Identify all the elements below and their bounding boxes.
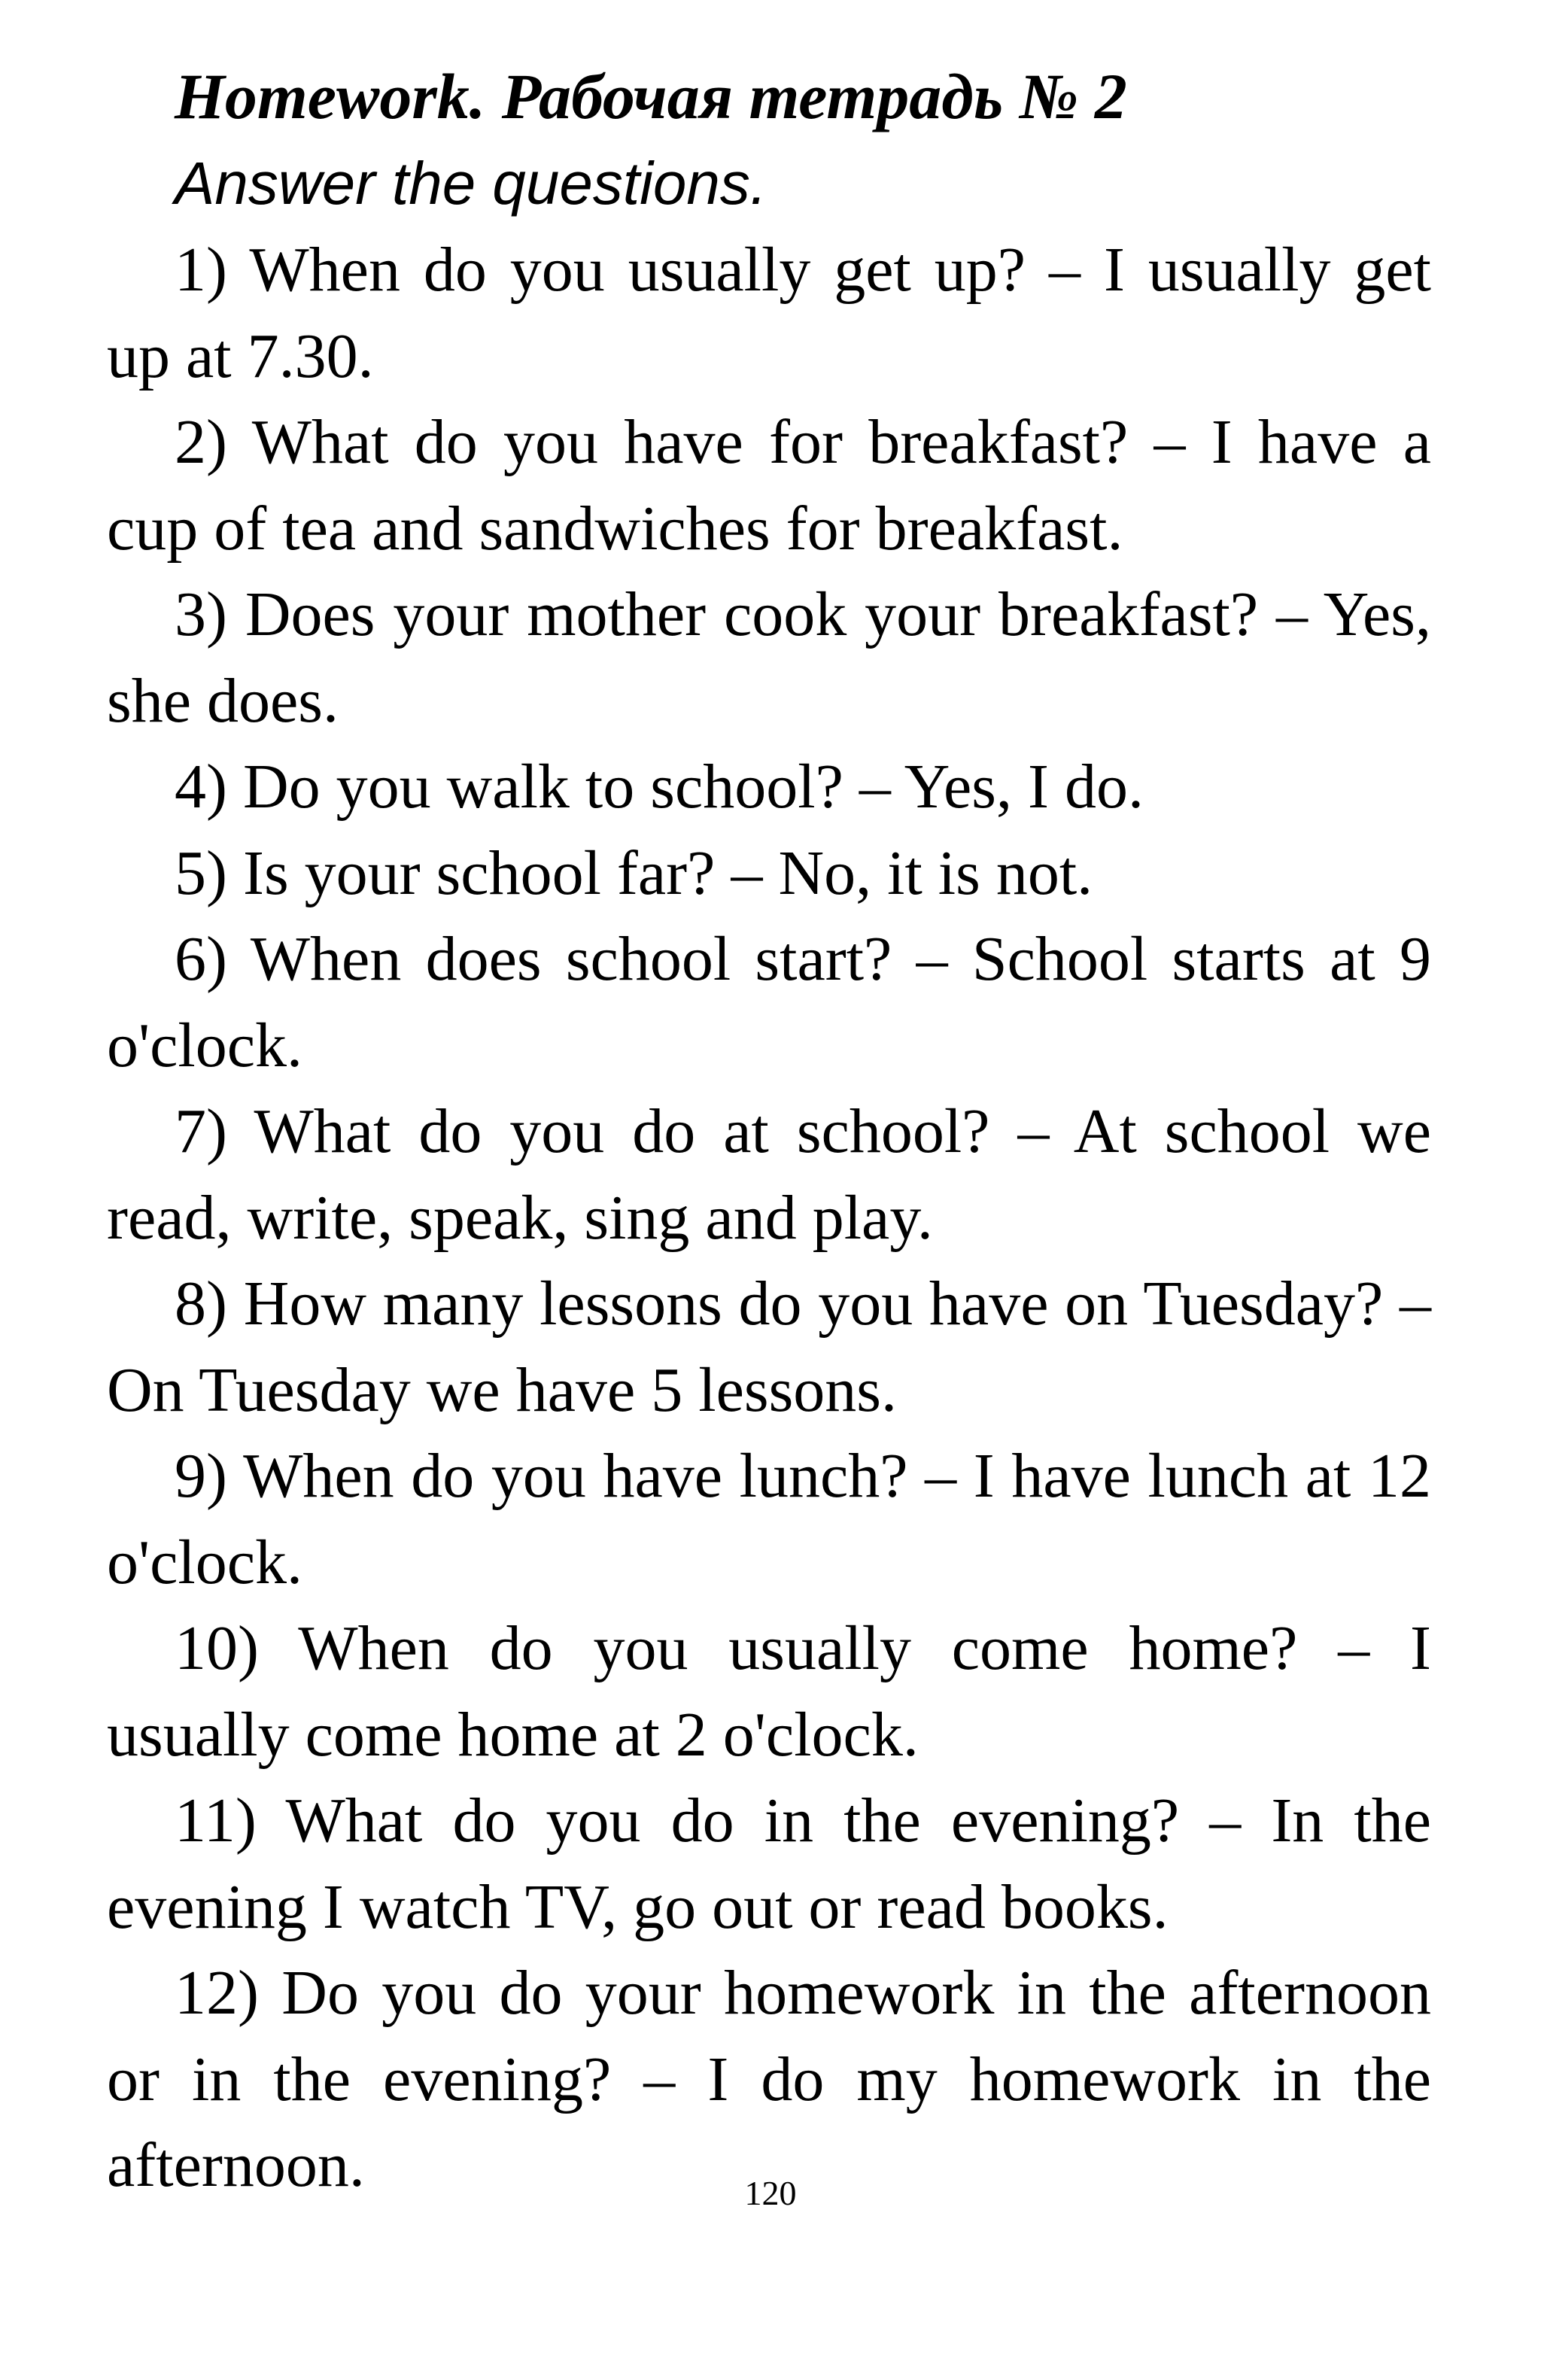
qa-item <box>107 1433 1431 1606</box>
document-page <box>107 53 1431 2209</box>
answer-text: I do my homework in the afternoon. <box>107 2044 1432 2200</box>
item-number: 5) <box>175 837 227 908</box>
dash: – <box>925 1441 957 1511</box>
question-text: What do you have for breakfast? <box>251 407 1129 477</box>
qa-item <box>107 572 1431 744</box>
qa-item <box>107 227 1431 400</box>
dash: – <box>731 837 763 908</box>
item-number: 11) <box>175 1786 257 1856</box>
dash: – <box>1400 1269 1431 1339</box>
homework-heading: Homework. Рабочая тетрадь № 2 <box>175 60 1127 132</box>
dash: – <box>1338 1613 1370 1683</box>
item-number: 7) <box>175 1096 227 1166</box>
qa-item <box>107 1778 1431 1950</box>
item-number: 12) <box>175 1958 259 2028</box>
page-number: 120 <box>744 2174 797 2212</box>
item-number: 6) <box>175 924 227 994</box>
answer-text: On Tuesday we have 5 lessons. <box>107 1354 897 1425</box>
instruction-text: Answer the questions. <box>175 150 767 217</box>
qa-item <box>107 1261 1431 1433</box>
qa-item <box>107 831 1431 917</box>
item-number: 10) <box>175 1613 259 1683</box>
dash: – <box>643 2044 676 2114</box>
item-number: 2) <box>175 407 227 477</box>
question-text: When do you usually get up? <box>249 235 1026 305</box>
answer-text: At school we read, write, speak, sing and play. <box>107 1096 1432 1253</box>
answer-text: I have lunch at 12 o'clock. <box>107 1441 1431 1597</box>
dash: – <box>1153 407 1186 477</box>
answer-text: I have a cup of tea and sandwiches for breakfast. <box>107 407 1431 564</box>
question-text: When do you have lunch? <box>243 1441 908 1511</box>
qa-item <box>107 1606 1431 1778</box>
item-number: 3) <box>175 579 227 649</box>
answer-text: In the evening I watch TV, go out or read books. <box>107 1786 1432 1942</box>
dash: – <box>916 924 948 994</box>
question-text: What do you do in the evening? <box>285 1786 1180 1856</box>
question-text: When do you usually come home? <box>298 1613 1298 1683</box>
qa-item <box>107 744 1431 831</box>
dash: – <box>859 752 891 822</box>
qa-item <box>107 916 1431 1089</box>
qa-item <box>107 400 1431 572</box>
answer-text: School starts at 9 o'clock. <box>107 924 1432 1081</box>
item-number: 8) <box>175 1269 227 1339</box>
dash: – <box>1209 1786 1242 1856</box>
question-text: Is your school far? <box>242 837 716 908</box>
question-text: Does your mother cook your breakfast? <box>245 579 1259 649</box>
question-text: How many lessons do you have on Tuesday? <box>243 1269 1384 1339</box>
question-text: Do you do your homework in the afternoon or in the evening? <box>107 1958 1432 2114</box>
qa-item <box>107 1950 1431 2209</box>
item-number: 9) <box>175 1441 227 1511</box>
question-text: What do you do at school? <box>254 1096 990 1166</box>
dash: – <box>1049 235 1081 305</box>
qa-item <box>107 1089 1431 1261</box>
question-text: When does school start? <box>250 924 892 994</box>
answer-text: No, it is not. <box>778 837 1093 908</box>
dash: – <box>1276 579 1308 649</box>
answer-text: I usually get up at 7.30. <box>107 235 1432 391</box>
item-number: 4) <box>175 752 227 822</box>
dash: – <box>1017 1096 1050 1166</box>
answer-text: Yes, she does. <box>107 579 1431 736</box>
answer-text: Yes, I do. <box>904 752 1144 822</box>
answer-text: I usually come home at 2 o'clock. <box>107 1613 1432 1770</box>
item-number: 1) <box>175 235 227 305</box>
question-text: Do you walk to school? <box>242 752 843 822</box>
